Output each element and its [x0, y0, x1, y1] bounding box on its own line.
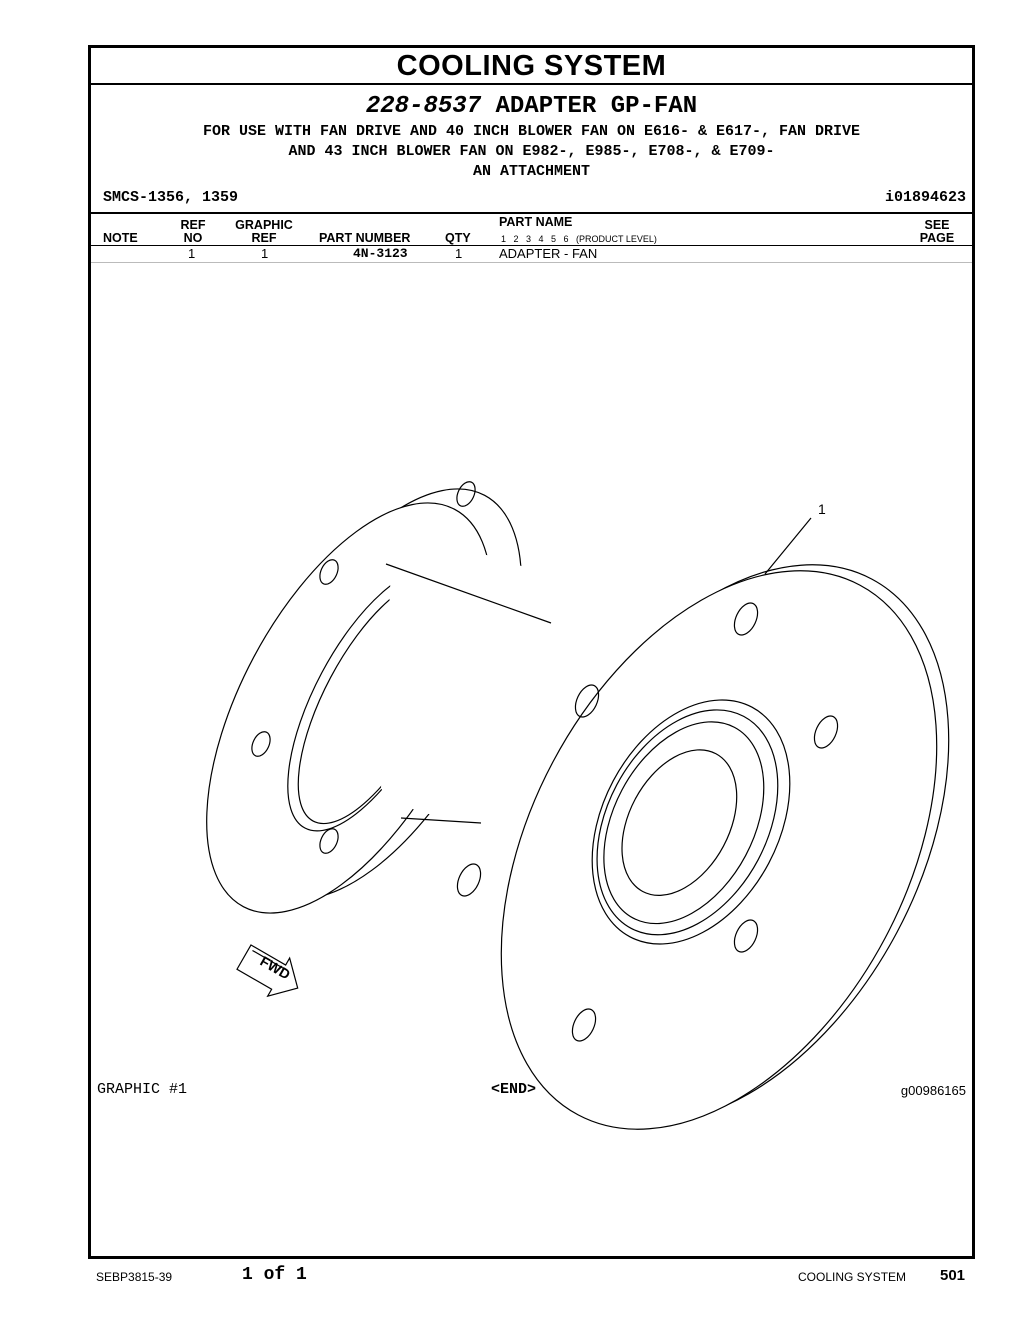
header-graphic-ref: GRAPHIC REF	[235, 218, 293, 245]
end-label: <END>	[491, 1081, 537, 1098]
header-ref: REF NO	[180, 218, 206, 245]
header-note: NOTE	[103, 231, 138, 245]
row-qty: 1	[455, 246, 463, 261]
illustration-id: i01894623	[884, 189, 966, 206]
page-frame	[88, 45, 975, 1259]
header-part-name: PART NAME	[499, 215, 573, 229]
footer-doc-number: SEBP3815-39	[96, 1270, 173, 1284]
header-product-levels: 1 2 3 4 5 6 (PRODUCT LEVEL)	[501, 234, 657, 244]
group-number: 228-8537	[365, 93, 482, 120]
header-qty: QTY	[445, 231, 471, 245]
row-graphic-ref: 1	[261, 246, 269, 261]
adapter-drawing	[91, 48, 972, 1256]
graphic-label: GRAPHIC #1	[97, 1081, 188, 1098]
callout-number: 1	[818, 501, 826, 517]
footer-page-number: 501	[940, 1267, 966, 1284]
group-name: ADAPTER GP-FAN	[495, 93, 698, 120]
row-part-name: ADAPTER - FAN	[499, 246, 598, 261]
description-line: AN ATTACHMENT	[472, 163, 591, 180]
footer-section: COOLING SYSTEM	[798, 1270, 907, 1284]
description-line: AND 43 INCH BLOWER FAN ON E982-, E985-, E708-, & E709-	[288, 143, 775, 160]
description-line: FOR USE WITH FAN DRIVE AND 40 INCH BLOWER FAN ON E616- & E617-, FAN DRIVE	[202, 123, 861, 140]
footer-page-of: 1 of 1	[242, 1265, 307, 1285]
smcs-code: SMCS-1356, 1359	[103, 189, 239, 206]
row-ref-no: 1	[188, 246, 196, 261]
row-part-number: 4N-3123	[353, 246, 408, 261]
graphic-number: g00986165	[900, 1083, 966, 1098]
header-part-number: PART NUMBER	[319, 231, 411, 245]
fwd-label: FWD	[257, 952, 294, 983]
header-see-page: SEE PAGE	[919, 218, 955, 245]
section-title: COOLING SYSTEM	[91, 48, 972, 85]
